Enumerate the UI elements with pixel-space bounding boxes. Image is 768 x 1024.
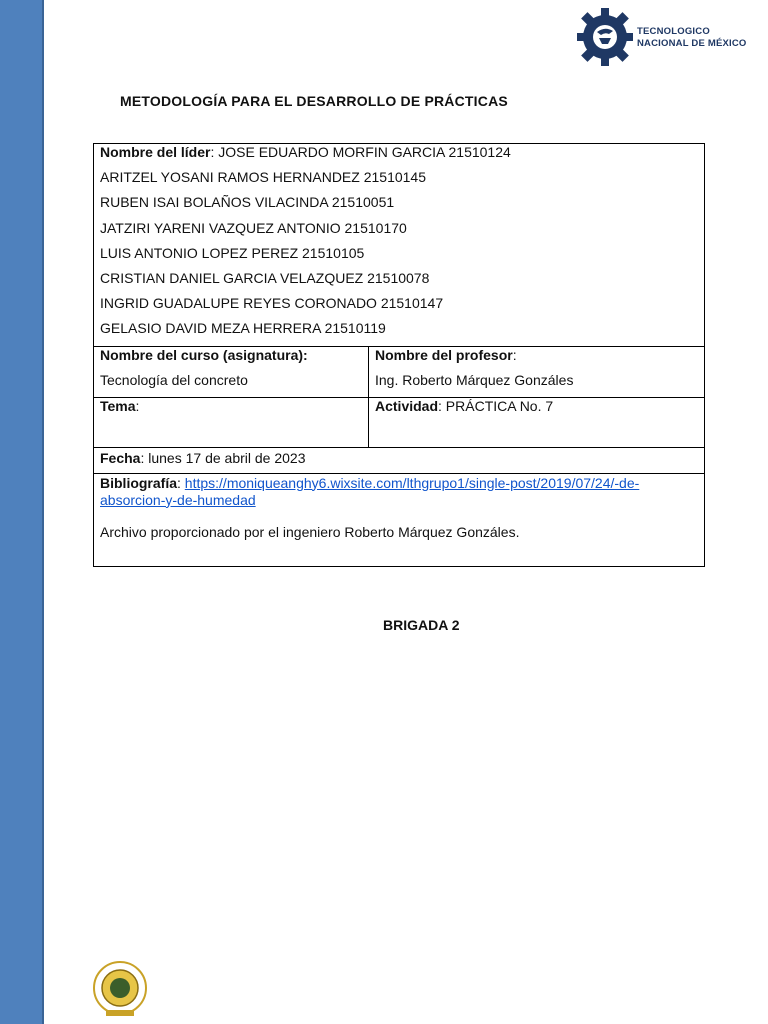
bibliografia-link-continued[interactable]: absorcion-y-de-humedad — [100, 491, 256, 508]
bibliografia-link[interactable]: https://moniqueanghy6.wixsite.com/lthgrupo1/single-post/2019/07/24/-de- — [184, 474, 640, 491]
leader-label: Nombre del líder — [100, 144, 211, 160]
member-item: RUBEN ISAI BOLAÑOS VILACINDA 21510051 — [100, 194, 395, 211]
bibliografia-colon: : — [177, 474, 185, 491]
fecha-row — [94, 447, 705, 473]
member-item: ARITZEL YOSANI RAMOS HERNANDEZ 21510145 — [100, 169, 426, 186]
tema-row — [94, 397, 705, 447]
course-row — [94, 346, 705, 397]
fecha-value: : lunes 17 de abril de 2023 — [140, 449, 306, 466]
leader-name: : JOSE EDUARDO MORFIN GARCIA 21510124 — [210, 144, 511, 160]
professor-cell — [369, 346, 705, 397]
fecha-label: Fecha — [100, 449, 141, 466]
institute-seal-logo — [90, 960, 150, 1018]
document-title: METODOLOGÍA PARA EL DESARROLLO DE PRÁCTICAS — [120, 93, 508, 109]
member-item: LUIS ANTONIO LOPEZ PEREZ 21510105 — [100, 244, 365, 261]
tema-label: Tema — [100, 397, 136, 414]
practice-info-table — [93, 143, 705, 567]
leader-line — [100, 144, 698, 169]
course-cell — [94, 346, 369, 397]
professor-label: Nombre del profesor — [375, 346, 513, 363]
tema-colon: : — [135, 397, 140, 414]
left-margin-bar — [0, 0, 44, 1024]
team-members-cell — [94, 144, 705, 347]
bibliografia-label: Bibliografía — [100, 474, 178, 491]
leader-row — [94, 144, 705, 347]
gear-eagle-icon — [575, 4, 635, 70]
actividad-cell — [369, 397, 705, 447]
tema-cell — [94, 397, 369, 447]
member-item: JATZIRI YARENI VAZQUEZ ANTONIO 21510170 — [100, 219, 407, 236]
logo-text-line2: NACIONAL DE MÉXICO — [637, 38, 747, 49]
archivo-note: Archivo proporcionado por el ingeniero Roberto Márquez Gonzáles. — [100, 523, 520, 540]
paragraph-spacer — [100, 509, 698, 524]
logo-text — [637, 26, 747, 50]
member-item: INGRID GUADALUPE REYES CORONADO 21510147 — [100, 295, 444, 312]
course-value: Tecnología del concreto — [100, 371, 248, 388]
professor-value: Ing. Roberto Márquez Gonzáles — [375, 371, 574, 388]
brigada-label: BRIGADA 2 — [383, 617, 460, 633]
member-item: GELASIO DAVID MEZA HERRERA 21510119 — [100, 320, 386, 337]
fecha-cell — [94, 447, 705, 473]
actividad-value: : PRÁCTICA No. 7 — [438, 397, 554, 414]
professor-colon: : — [512, 346, 517, 363]
tecnm-logo — [575, 4, 760, 70]
logo-text-line1: TECNOLOGICO — [637, 26, 710, 37]
actividad-label: Actividad — [375, 397, 439, 414]
seal-icon — [90, 960, 150, 1018]
member-item: CRISTIAN DANIEL GARCIA VELAZQUEZ 21510078 — [100, 269, 430, 286]
course-label: Nombre del curso (asignatura): — [100, 346, 308, 363]
bibliografia-cell — [94, 473, 705, 566]
bibliografia-row — [94, 473, 705, 566]
